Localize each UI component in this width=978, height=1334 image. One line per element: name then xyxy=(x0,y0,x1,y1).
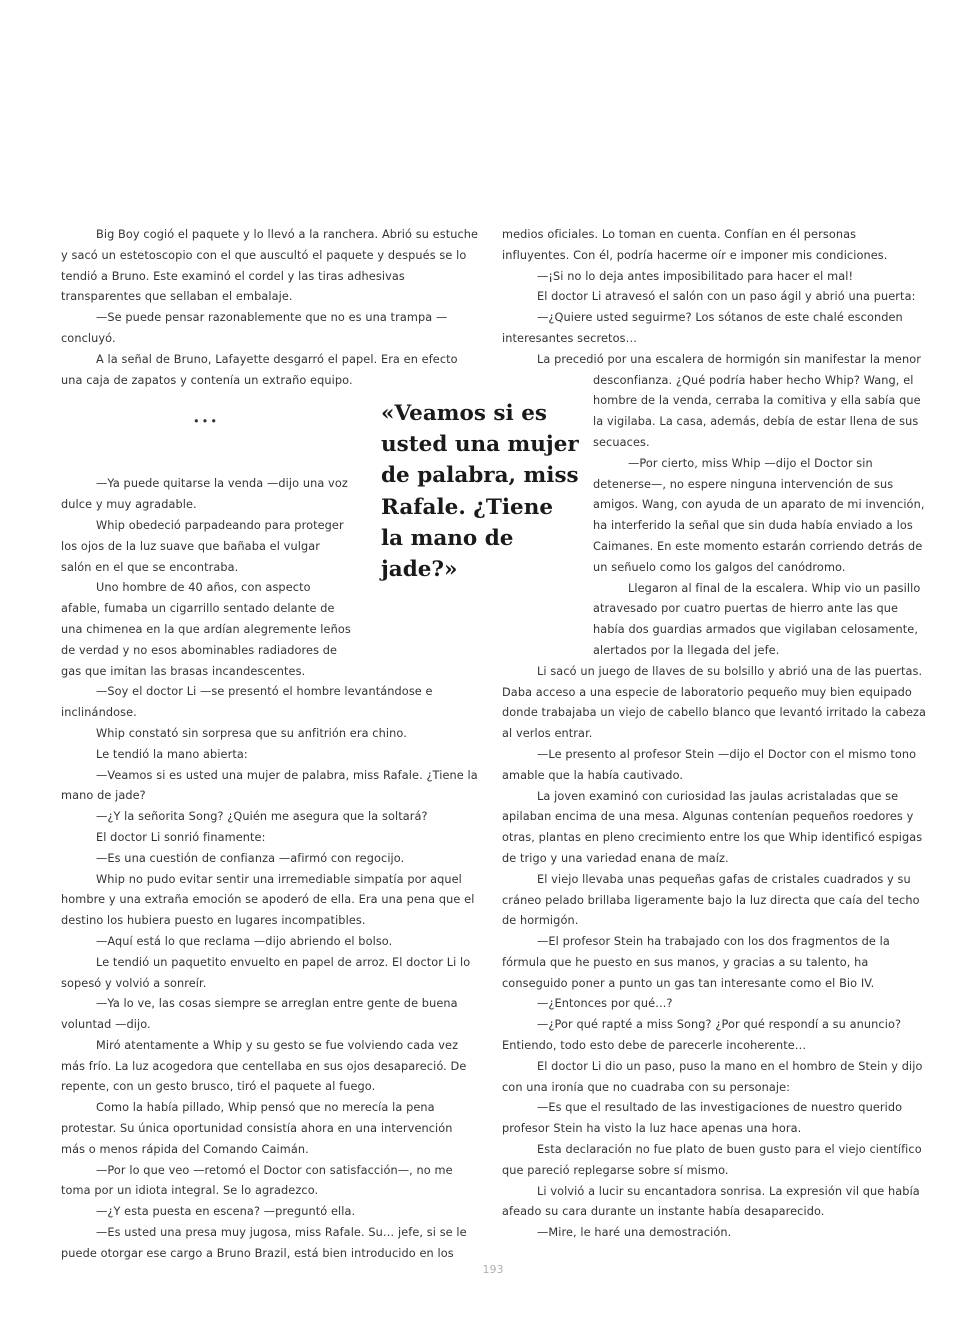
left-text-column xyxy=(61,225,480,1265)
paragraph: Whip obedeció parpadeando para proteger los ojos de la luz suave que bañaba el vulgar salón en el que se encontraba. xyxy=(61,518,344,574)
paragraph: —Por cierto, miss Whip —dijo el Doctor sin detenerse—, no espere ninguna intervención de sus amigos. Wang, con ayuda de un aparato de mi invención, ha interferido la señal que sin duda había enviado a los Caimanes. En este momento estarán corriendo detrás de un señuelo como los galgos del canódromo. xyxy=(593,456,925,574)
paragraph: —Soy el doctor Li —se presentó el hombre levantándose e inclinándose. xyxy=(61,685,433,720)
paragraph: La precedió por una escalera de hormigón sin manifestar la menor xyxy=(537,352,921,366)
paragraph: desconfianza. ¿Qué podría haber hecho Whip? Wang, el hombre de la venda, cerraba la comitiva y ella sabía que la vigilaba. La casa, además, debía de estar llena de sus secuaces. xyxy=(593,373,921,449)
paragraph: —¿Por qué rapté a miss Song? ¿Por qué respondí a su anuncio? Entiendo, todo esto debe de parecerle incoherente… xyxy=(502,1018,902,1053)
paragraph: Miró atentamente a Whip y su gesto se fue volviendo cada vez más frío. La luz acogedora que centellaba en sus ojos desapareció. De repente, con un gesto brusco, tiró el paquete al fuego. xyxy=(61,1038,467,1094)
paragraph: medios oficiales. Lo toman en cuenta. Confían en él personas influyentes. Con él, podría hacerme oír e imponer mis condiciones. xyxy=(502,228,888,262)
paragraph: Li volvió a lucir su encantadora sonrisa. La expresión vil que había afeado su cara durante un instante había desaparecido. xyxy=(502,1184,920,1219)
paragraph: —Es una cuestión de confianza —afirmó con regocijo. xyxy=(96,851,405,865)
paragraph: El viejo llevaba unas pequeñas gafas de cristales cuadrados y su cráneo pelado brillaba ligeramente bajo la luz directa que caía del techo de hormigón. xyxy=(502,872,920,928)
page-number: 193 xyxy=(482,1263,504,1276)
paragraph: Uno hombre de 40 años, con aspecto afable, fumaba un cigarrillo sentado delante de una chimenea en la que ardían alegremente leños de verdad y no esos abominables radiadores de gas que imitan las brasas incandescentes. xyxy=(61,581,351,678)
pull-quote: «Veamos si es usted una mujer de palabra, miss Rafale. ¿Tiene la mano de jade?» xyxy=(381,401,579,583)
paragraph: Le tendió un paquetito envuelto en papel de arroz. El doctor Li lo sopesó y volvió a sonreír. xyxy=(61,955,471,990)
paragraph: Le tendió la mano abierta: xyxy=(96,747,248,761)
paragraph: A la señal de Bruno, Lafayette desgarró el papel. Era en efecto una caja de zapatos y contenía un extraño equipo. xyxy=(61,352,458,387)
paragraph: La joven examinó con curiosidad las jaulas acristaladas que se apilaban encima de una mesa. Algunas contenían pequeños roedores y otras, plantas en pleno crecimiento entre los que Whip identificó espigas de trigo y una variedad enana de maíz. xyxy=(502,789,923,865)
paragraph: El doctor Li atravesó el salón con un paso ágil y abrió una puerta: xyxy=(537,290,916,304)
paragraph: —Mire, le haré una demostración. xyxy=(537,1226,732,1240)
paragraph: —Es que el resultado de las investigaciones de nuestro querido profesor Stein ha visto la luz hace apenas una hora. xyxy=(502,1101,903,1136)
section-separator: ••• xyxy=(193,415,219,429)
paragraph: Llegaron al final de la escalera. Whip vio un pasillo atravesado por cuatro puertas de hierro ante las que había dos guardias armados que vigilaban celosamente, alertados por la llegada del jefe. xyxy=(593,581,921,657)
paragraph: —¿Y esta puesta en escena? —preguntó ella. xyxy=(96,1205,356,1219)
paragraph: Big Boy cogió el paquete y lo llevó a la ranchera. Abrió su estuche y sacó un estetoscopio con el que auscultó el paquete y después se lo tendió a Bruno. Este examinó el cordel y las tiras adhesivas transparentes que sellaban el embalaje. xyxy=(61,228,479,304)
right-text-column xyxy=(502,225,927,1244)
paragraph: —Por lo que veo —retomó el Doctor con satisfacción—, no me toma por un idiota integral. Se lo agradezco. xyxy=(61,1163,453,1198)
paragraph: —Es usted una presa muy jugosa, miss Rafale. Su… jefe, si se le puede otorgar ese cargo a Bruno Brazil, está bien introducido en los xyxy=(61,1226,467,1260)
paragraph: —Le presento al profesor Stein —dijo el Doctor con el mismo tono amable que la había cautivado. xyxy=(502,747,917,782)
paragraph: —¿Quiere usted seguirme? Los sótanos de este chalé esconden interesantes secretos… xyxy=(502,311,903,345)
paragraph: —¿Entonces por qué…? xyxy=(537,997,673,1011)
paragraph: Li sacó un juego de llaves de su bolsillo y abrió una de las puertas. Daba acceso a una especie de laboratorio pequeño muy bien equipado donde trabajaba un viejo de cabello blanco que levantó irritado la cabeza al verlos entrar. xyxy=(502,664,927,741)
paragraph: El doctor Li sonrió finamente: xyxy=(96,830,266,844)
paragraph: El doctor Li dio un paso, puso la mano en el hombro de Stein y dijo con una ironía que no cuadraba con su personaje: xyxy=(502,1059,923,1094)
paragraph: —Aquí está lo que reclama —dijo abriendo el bolso. xyxy=(96,934,393,948)
paragraph: —¡Si no lo deja antes imposibilitado para hacer el mal! xyxy=(537,269,854,283)
paragraph: Esta declaración no fue plato de buen gusto para el viejo científico que pareció replegarse sobre sí mismo. xyxy=(502,1143,922,1177)
paragraph: —Se puede pensar razonablemente que no es una trampa —concluyó. xyxy=(61,311,448,345)
paragraph: —Ya puede quitarse la venda —dijo una voz dulce y muy agradable. xyxy=(61,477,348,512)
paragraph: Whip no pudo evitar sentir una irremediable simpatía por aquel hombre y una extraña emoción se apoderó de ella. Era una pena que el destino los hubiera puesto en lugares incompatibles. xyxy=(61,872,475,928)
paragraph: Como la había pillado, Whip pensó que no merecía la pena protestar. Su única oportunidad consistía ahora en una intervención más o menos rápida del Comando Caimán. xyxy=(61,1101,453,1156)
paragraph: —Veamos si es usted una mujer de palabra, miss Rafale. ¿Tiene la mano de jade? xyxy=(61,768,478,803)
narrow-text-block xyxy=(61,474,351,682)
narrow-text-block xyxy=(593,371,927,662)
paragraph: —El profesor Stein ha trabajado con los dos fragmentos de la fórmula que he puesto en sus manos, y gracias a su talento, ha conseguido poner a punto un gas tan interesante como el Bio IV. xyxy=(502,935,890,990)
paragraph: —¿Y la señorita Song? ¿Quién me asegura que la soltará? xyxy=(96,810,428,824)
paragraph: —Ya lo ve, las cosas siempre se arreglan entre gente de buena voluntad —dijo. xyxy=(61,997,458,1032)
paragraph: Whip constató sin sorpresa que su anfitrión era chino. xyxy=(96,726,407,740)
